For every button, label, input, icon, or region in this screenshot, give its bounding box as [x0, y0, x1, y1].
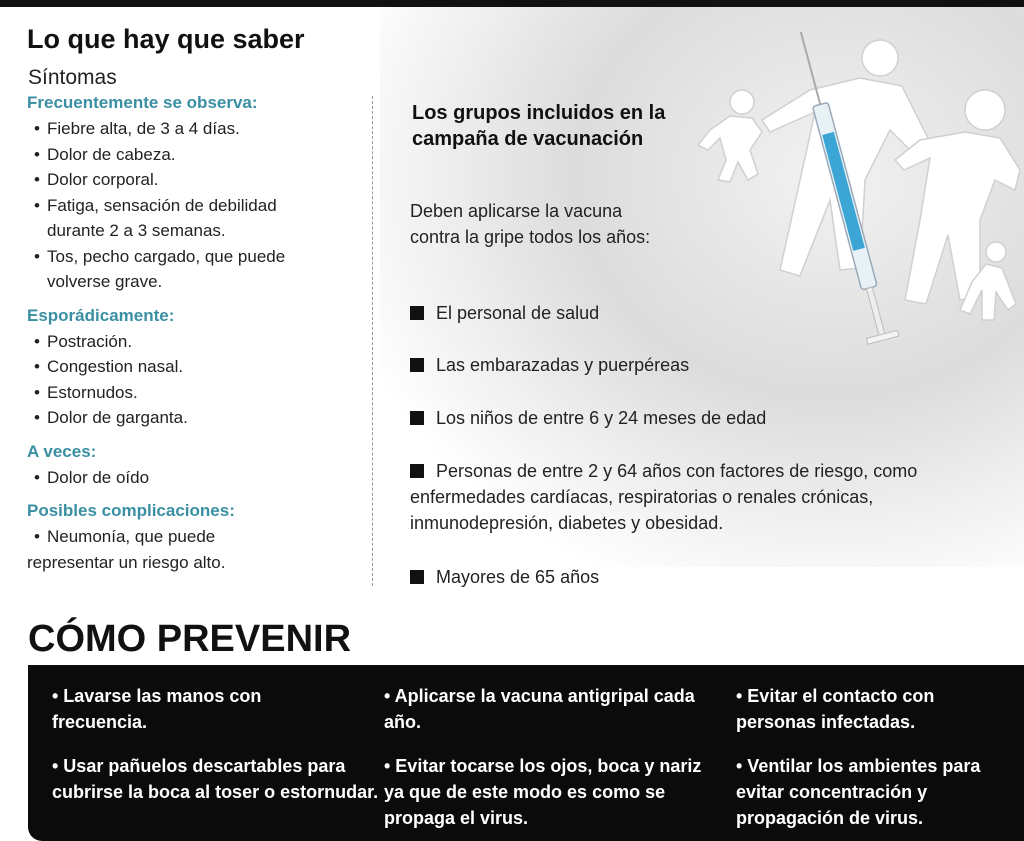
family-syringe-illustration — [690, 20, 1020, 380]
list-item: • Estornudos. — [34, 382, 138, 402]
frequent-heading: Frecuentemente se observa: — [27, 93, 258, 112]
list-item: representar un riesgo alto. — [27, 552, 226, 572]
prevention-box — [28, 665, 1024, 841]
square-bullet-icon — [410, 358, 424, 372]
symptoms-column — [27, 92, 367, 585]
prevention-tip: • Aplicarse la vacuna antigripal cada año. — [384, 686, 695, 732]
small-child-head-shape — [986, 242, 1006, 262]
column-divider — [372, 96, 373, 586]
group-item: Los niños de entre 6 y 24 meses de edad — [410, 405, 1000, 431]
square-bullet-icon — [410, 411, 424, 425]
list-item: • Fiebre alta, de 3 a 4 días. — [34, 119, 240, 138]
prevention-tip: • Ventilar los ambientes para evitar concentración y propagación de virus. — [736, 756, 981, 828]
top-rule — [0, 0, 1024, 7]
sometimes-list — [27, 465, 367, 491]
complications-list — [27, 524, 367, 575]
symptoms-subtitle: Síntomas — [28, 66, 117, 89]
sporadic-list — [27, 329, 367, 431]
list-item: durante 2 a 3 semanas. — [47, 221, 226, 240]
sporadic-heading: Esporádicamente: — [27, 305, 175, 325]
list-item: volverse grave. — [47, 272, 163, 291]
adult1-head-shape — [862, 40, 898, 76]
prevention-tip: • Lavarse las manos con frecuencia. — [52, 686, 262, 732]
list-item: • Dolor de oído — [34, 467, 150, 487]
list-item: • Fatiga, sensación de debilidad — [34, 195, 277, 215]
child-body-shape — [698, 116, 762, 182]
list-item: • Neumonía, que puede — [34, 527, 216, 546]
adult2-head-shape — [965, 90, 1005, 130]
sometimes-heading: A veces: — [27, 441, 97, 461]
square-bullet-icon — [410, 306, 424, 320]
group-item: El personal de salud — [410, 300, 1000, 326]
groups-title: Los grupos incluidos en la campaña de vacunación — [412, 102, 666, 150]
group-item: Las embarazadas y puerpéreas — [410, 352, 1000, 378]
group-item: Mayores de 65 años — [410, 564, 1000, 590]
frequent-list — [27, 116, 367, 295]
prevention-title: CÓMO PREVENIR — [28, 618, 352, 660]
list-item: • Postración. — [34, 331, 133, 351]
complications-heading: Posibles complicaciones: — [27, 501, 235, 520]
prevention-tip: • Usar pañuelos descartables para cubrirse la boca al toser o estornudar. — [52, 756, 379, 802]
square-bullet-icon — [410, 464, 424, 478]
square-bullet-icon — [410, 570, 424, 584]
list-item: • Dolor de cabeza. — [34, 144, 176, 164]
prevention-tip: • Evitar tocarse los ojos, boca y nariz ya que de este modo es como se propaga el virus. — [384, 756, 702, 828]
list-item: • Dolor de garganta. — [34, 408, 188, 427]
groups-intro: Deben aplicarse la vacuna contra la gripe todos los años: — [410, 201, 651, 247]
list-item: • Tos, pecho cargado, que puede — [34, 246, 286, 266]
list-item: • Dolor corporal. — [34, 170, 159, 189]
group-item: Personas de entre 2 y 64 años con factores de riesgo, como enfermedades cardíacas, respiratorias o renales crónicas, inmunodepresión, diabetes y obesidad. — [410, 461, 918, 533]
list-item: • Congestion nasal. — [34, 357, 184, 376]
prevention-tip: • Evitar el contacto con personas infectadas. — [736, 686, 935, 732]
child-head-shape — [730, 90, 754, 114]
page-title: Lo que hay que saber — [27, 24, 305, 54]
